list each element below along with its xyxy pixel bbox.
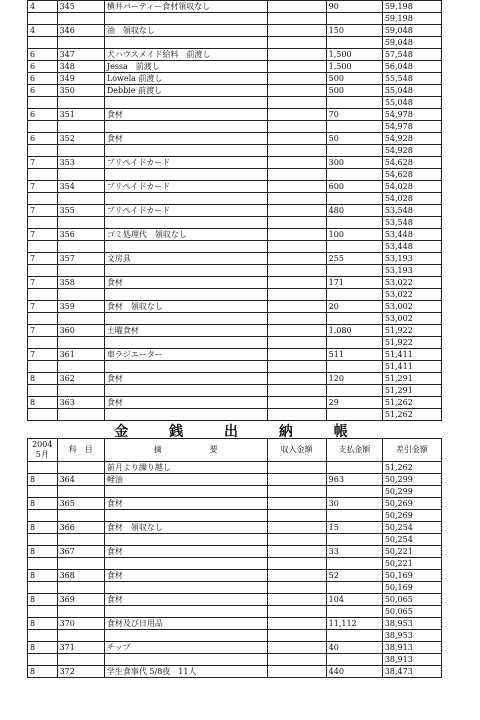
table-row <box>28 85 442 97</box>
table-row <box>28 594 442 606</box>
table-subrow <box>28 606 442 618</box>
description-cell: 食材 <box>104 133 267 145</box>
entry-number-cell: 362 <box>57 373 104 385</box>
table-row <box>28 522 442 534</box>
description-cell: 土曜食材 <box>104 325 267 337</box>
entry-number-cell: 359 <box>57 301 104 313</box>
payment-cell: 40 <box>326 642 382 654</box>
payment-cell: 171 <box>326 277 382 289</box>
balance-cell: 53,002 <box>382 301 441 313</box>
month-cell: 7 <box>28 253 58 265</box>
carry-over-label: 前月より繰り越し <box>104 462 267 474</box>
income-cell <box>267 642 326 654</box>
entry-number-cell: 347 <box>57 49 104 61</box>
table-row <box>28 474 442 486</box>
month-cell: 7 <box>28 325 58 337</box>
table-subrow <box>28 97 442 109</box>
balance-cell: 50,269 <box>382 498 441 510</box>
entry-number-cell: 346 <box>57 25 104 37</box>
month-cell: 7 <box>28 229 58 241</box>
month-cell: 7 <box>28 277 58 289</box>
income-cell <box>267 25 326 37</box>
table-subrow <box>28 337 442 349</box>
table-row <box>28 253 442 265</box>
payment-cell: 20 <box>326 301 382 313</box>
running-balance-cell: 53,448 <box>382 241 441 253</box>
payment-cell: 100 <box>326 229 382 241</box>
entry-number-cell: 370 <box>57 618 104 630</box>
running-balance-cell: 38,913 <box>382 654 441 666</box>
balance-cell: 38,473 <box>382 666 441 678</box>
balance-cell: 59,198 <box>382 1 441 13</box>
payment-cell: 11,112 <box>326 618 382 630</box>
month-cell: 8 <box>28 546 58 558</box>
table-row <box>28 109 442 121</box>
table-row <box>28 277 442 289</box>
table-subrow <box>28 486 442 498</box>
table-row <box>28 229 442 241</box>
entry-number-cell: 345 <box>57 1 104 13</box>
description-cell: 油 領収なし <box>104 25 267 37</box>
table-row <box>28 546 442 558</box>
description-cell: 車ラジエーター <box>104 349 267 361</box>
running-balance-cell: 50,299 <box>382 486 441 498</box>
description-cell: 食材 領収なし <box>104 522 267 534</box>
table-row <box>28 73 442 85</box>
table-subrow <box>28 654 442 666</box>
payment-cell: 500 <box>326 73 382 85</box>
table-subrow <box>28 121 442 133</box>
balance-cell: 50,169 <box>382 570 441 582</box>
month-cell: 4 <box>28 1 58 13</box>
description-cell: 文房具 <box>104 253 267 265</box>
entry-number-cell: 354 <box>57 181 104 193</box>
income-cell <box>267 253 326 265</box>
entry-number-cell: 365 <box>57 498 104 510</box>
description-cell: 食材 <box>104 277 267 289</box>
month-cell: 8 <box>28 594 58 606</box>
payment-cell: 15 <box>326 522 382 534</box>
income-cell <box>267 325 326 337</box>
payment-cell: 90 <box>326 1 382 13</box>
table-subrow <box>28 13 442 25</box>
balance-cell: 51,262 <box>382 397 441 409</box>
income-cell <box>267 301 326 313</box>
table-subrow <box>28 241 442 253</box>
entry-number-cell: 348 <box>57 61 104 73</box>
income-cell <box>267 229 326 241</box>
income-cell <box>267 1 326 13</box>
month-cell: 6 <box>28 61 58 73</box>
table-subrow <box>28 534 442 546</box>
running-balance-cell: 50,269 <box>382 510 441 522</box>
balance-cell: 38,913 <box>382 642 441 654</box>
description-cell: Lowela 前渡し <box>104 73 267 85</box>
payment-cell: 33 <box>326 546 382 558</box>
payment-cell: 963 <box>326 474 382 486</box>
month-cell: 8 <box>28 642 58 654</box>
running-balance-cell: 54,928 <box>382 145 441 157</box>
balance-cell: 55,548 <box>382 73 441 85</box>
running-balance-cell: 53,548 <box>382 217 441 229</box>
payment-cell: 500 <box>326 85 382 97</box>
running-balance-cell: 53,022 <box>382 289 441 301</box>
balance-cell: 53,448 <box>382 229 441 241</box>
description-cell: ゴミ処理代 領収なし <box>104 229 267 241</box>
payment-cell: 30 <box>326 498 382 510</box>
month-cell: 8 <box>28 522 58 534</box>
description-cell: プリペイドカード <box>104 157 267 169</box>
table-subrow <box>28 385 442 397</box>
month-cell: 8 <box>28 474 58 486</box>
entry-number-cell: 357 <box>57 253 104 265</box>
description-cell: Jessa 前渡し <box>104 61 267 73</box>
balance-cell: 53,193 <box>382 253 441 265</box>
payment-cell: 600 <box>326 181 382 193</box>
balance-cell: 50,221 <box>382 546 441 558</box>
month-cell: 6 <box>28 133 58 145</box>
payment-cell: 50 <box>326 133 382 145</box>
balance-cell: 54,928 <box>382 133 441 145</box>
table-subrow <box>28 409 442 421</box>
table-subrow <box>28 265 442 277</box>
running-balance-cell: 38,953 <box>382 630 441 642</box>
income-cell <box>267 277 326 289</box>
description-cell: 食材 <box>104 397 267 409</box>
description-cell: 食材 <box>104 498 267 510</box>
table-row <box>28 181 442 193</box>
running-balance-cell: 51,922 <box>382 337 441 349</box>
balance-cell: 50,299 <box>382 474 441 486</box>
table-row <box>28 349 442 361</box>
table-row <box>28 325 442 337</box>
description-cell: 軽油 <box>104 474 267 486</box>
entry-number-cell: 371 <box>57 642 104 654</box>
payment-cell: 255 <box>326 253 382 265</box>
description-header: 摘 要 <box>104 439 267 462</box>
balance-cell: 51,922 <box>382 325 441 337</box>
table-subrow <box>28 313 442 325</box>
income-cell <box>267 109 326 121</box>
description-cell: 学生食事代 5/8夜 11人 <box>104 666 267 678</box>
income-cell <box>267 666 326 678</box>
month-cell: 8 <box>28 618 58 630</box>
income-cell <box>267 498 326 510</box>
payment-cell: 70 <box>326 109 382 121</box>
carry-over-balance: 51,262 <box>382 462 441 474</box>
table-row <box>28 61 442 73</box>
payment-cell: 120 <box>326 373 382 385</box>
running-balance-cell: 50,065 <box>382 606 441 618</box>
running-balance-cell: 53,002 <box>382 313 441 325</box>
running-balance-cell: 54,628 <box>382 169 441 181</box>
table-row <box>28 373 442 385</box>
balance-cell: 50,254 <box>382 522 441 534</box>
entry-number-cell: 364 <box>57 474 104 486</box>
account-header: 科 目 <box>57 439 104 462</box>
running-balance-cell: 50,169 <box>382 582 441 594</box>
description-cell: 犬ハウスメイド給料 前渡し <box>104 49 267 61</box>
income-cell <box>267 349 326 361</box>
month-cell: 6 <box>28 49 58 61</box>
month-cell: 6 <box>28 85 58 97</box>
payment-cell: 300 <box>326 157 382 169</box>
month-cell: 7 <box>28 157 58 169</box>
running-balance-cell: 55,048 <box>382 97 441 109</box>
running-balance-cell: 51,411 <box>382 361 441 373</box>
running-balance-cell: 51,291 <box>382 385 441 397</box>
entry-number-cell: 350 <box>57 85 104 97</box>
balance-header: 差引金額 <box>382 439 441 462</box>
table-row <box>28 25 442 37</box>
entry-number-cell: 358 <box>57 277 104 289</box>
description-cell: プリペイドカード <box>104 205 267 217</box>
income-cell <box>267 157 326 169</box>
entry-number-cell: 363 <box>57 397 104 409</box>
table-subrow <box>28 361 442 373</box>
running-balance-cell: 54,978 <box>382 121 441 133</box>
balance-cell: 53,548 <box>382 205 441 217</box>
entry-number-cell: 360 <box>57 325 104 337</box>
table-row <box>28 570 442 582</box>
table-subrow <box>28 169 442 181</box>
entry-number-cell: 369 <box>57 594 104 606</box>
carry-over-row <box>28 462 442 474</box>
balance-cell: 50,065 <box>382 594 441 606</box>
month-cell: 6 <box>28 73 58 85</box>
income-cell <box>267 618 326 630</box>
description-cell: 食材 <box>104 594 267 606</box>
income-cell <box>267 373 326 385</box>
payment-cell: 1,500 <box>326 61 382 73</box>
month-cell: 8 <box>28 666 58 678</box>
table-row <box>28 397 442 409</box>
running-balance-cell: 51,262 <box>382 409 441 421</box>
entry-number-cell: 349 <box>57 73 104 85</box>
description-cell: 食材 <box>104 570 267 582</box>
income-cell <box>267 594 326 606</box>
entry-number-cell: 356 <box>57 229 104 241</box>
payment-cell: 480 <box>326 205 382 217</box>
balance-cell: 54,028 <box>382 181 441 193</box>
payment-cell: 150 <box>326 25 382 37</box>
income-cell <box>267 85 326 97</box>
running-balance-cell: 53,193 <box>382 265 441 277</box>
income-cell <box>267 474 326 486</box>
entry-number-cell: 368 <box>57 570 104 582</box>
balance-cell: 51,291 <box>382 373 441 385</box>
month-cell: 7 <box>28 349 58 361</box>
entry-number-cell: 366 <box>57 522 104 534</box>
payment-cell: 1,080 <box>326 325 382 337</box>
ledger-title: 金 銭 出 納 帳 <box>114 424 366 440</box>
table-row <box>28 301 442 313</box>
table-row <box>28 642 442 654</box>
table-row <box>28 133 442 145</box>
month-cell: 7 <box>28 301 58 313</box>
balance-cell: 51,411 <box>382 349 441 361</box>
balance-cell: 59,048 <box>382 25 441 37</box>
month-cell: 8 <box>28 498 58 510</box>
month-cell: 6 <box>28 109 58 121</box>
income-header: 収入金額 <box>267 439 326 462</box>
month-cell: 8 <box>28 373 58 385</box>
description-cell: 食材 <box>104 546 267 558</box>
income-cell <box>267 133 326 145</box>
table-subrow <box>28 558 442 570</box>
running-balance-cell: 59,198 <box>382 13 441 25</box>
payment-header: 支払金額 <box>326 439 382 462</box>
table-subrow <box>28 217 442 229</box>
ledger-table-top <box>27 0 442 421</box>
entry-number-cell: 351 <box>57 109 104 121</box>
balance-cell: 55,048 <box>382 85 441 97</box>
balance-cell: 53,022 <box>382 277 441 289</box>
description-cell: 食材 領収なし <box>104 301 267 313</box>
table-subrow <box>28 630 442 642</box>
running-balance-cell: 54,028 <box>382 193 441 205</box>
payment-cell: 1,500 <box>326 49 382 61</box>
description-cell: 食材及び日用品 <box>104 618 267 630</box>
payment-cell: 511 <box>326 349 382 361</box>
entry-number-cell: 352 <box>57 133 104 145</box>
table-row <box>28 498 442 510</box>
income-cell <box>267 73 326 85</box>
description-cell: チップ <box>104 642 267 654</box>
description-cell: 食材 <box>104 109 267 121</box>
payment-cell: 440 <box>326 666 382 678</box>
balance-cell: 54,628 <box>382 157 441 169</box>
year-month-header <box>28 439 58 462</box>
table-subrow <box>28 510 442 522</box>
payment-cell: 104 <box>326 594 382 606</box>
running-balance-cell: 50,254 <box>382 534 441 546</box>
payment-cell: 29 <box>326 397 382 409</box>
table-row <box>28 666 442 678</box>
description-cell: Debbie 前渡し <box>104 85 267 97</box>
month-cell: 4 <box>28 25 58 37</box>
balance-cell: 57,548 <box>382 49 441 61</box>
income-cell <box>267 397 326 409</box>
income-cell <box>267 49 326 61</box>
month-cell: 7 <box>28 181 58 193</box>
year-label: 2004 <box>32 440 53 449</box>
entry-number-cell: 367 <box>57 546 104 558</box>
income-cell <box>267 181 326 193</box>
entry-number-cell: 372 <box>57 666 104 678</box>
header-row <box>28 439 442 462</box>
month-cell: 7 <box>28 205 58 217</box>
entry-number-cell: 361 <box>57 349 104 361</box>
running-balance-cell: 59,048 <box>382 37 441 49</box>
table-subrow <box>28 193 442 205</box>
entry-number-cell: 355 <box>57 205 104 217</box>
table-row <box>28 49 442 61</box>
table-subrow <box>28 145 442 157</box>
table-row <box>28 157 442 169</box>
description-cell: プリペイドカード <box>104 181 267 193</box>
payment-cell: 52 <box>326 570 382 582</box>
month-label: 5月 <box>35 450 49 459</box>
running-balance-cell: 50,221 <box>382 558 441 570</box>
balance-cell: 56,048 <box>382 61 441 73</box>
income-cell <box>267 522 326 534</box>
balance-cell: 38,953 <box>382 618 441 630</box>
table-row <box>28 618 442 630</box>
table-row <box>28 1 442 13</box>
description-cell: 食材 <box>104 373 267 385</box>
description-cell: 横井パーティー食材領収なし <box>104 1 267 13</box>
income-cell <box>267 61 326 73</box>
income-cell <box>267 546 326 558</box>
entry-number-cell: 353 <box>57 157 104 169</box>
table-subrow <box>28 582 442 594</box>
income-cell <box>267 205 326 217</box>
ledger-table-bottom <box>27 438 442 678</box>
balance-cell: 54,978 <box>382 109 441 121</box>
table-subrow <box>28 289 442 301</box>
month-cell: 8 <box>28 570 58 582</box>
income-cell <box>267 570 326 582</box>
table-row <box>28 205 442 217</box>
month-cell: 8 <box>28 397 58 409</box>
table-subrow <box>28 37 442 49</box>
